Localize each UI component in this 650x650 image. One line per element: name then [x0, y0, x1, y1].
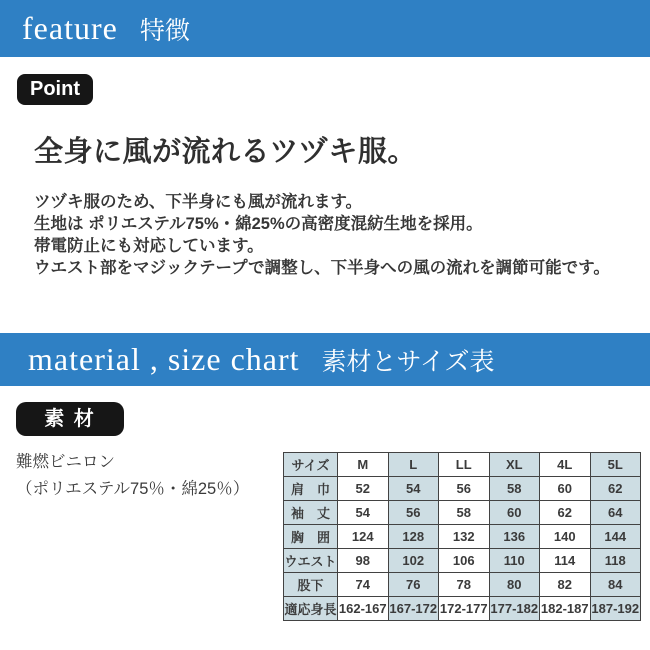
size-table-row: [284, 597, 641, 621]
size-column-header: サイズ: [284, 453, 338, 477]
size-value-cell: 84: [590, 573, 641, 597]
size-value-cell: 54: [338, 501, 389, 525]
size-value-cell: 64: [590, 501, 641, 525]
size-value-cell: 177-182: [489, 597, 540, 621]
size-value-cell: 128: [388, 525, 439, 549]
size-row-label: 胸 囲: [284, 525, 338, 549]
material-banner: [0, 333, 650, 386]
size-value-cell: 80: [489, 573, 540, 597]
material-banner-title-ja: 素材とサイズ表: [321, 347, 495, 376]
size-row-label: 袖 丈: [284, 501, 338, 525]
size-table-row: [284, 477, 641, 501]
size-value-cell: 144: [590, 525, 641, 549]
size-value-cell: 102: [388, 549, 439, 573]
size-value-cell: 114: [540, 549, 591, 573]
size-table-header-row: [284, 453, 641, 477]
size-table-row: [284, 573, 641, 597]
size-column-header: LL: [439, 453, 490, 477]
size-row-label: 股下: [284, 573, 338, 597]
point-body-line: 生地は ポリエステル75%・綿25%の高密度混紡生地を採用。: [34, 215, 483, 233]
material-description: [16, 449, 283, 621]
size-value-cell: 56: [388, 501, 439, 525]
size-value-cell: 124: [338, 525, 389, 549]
material-banner-title-en: material , size chart: [28, 341, 300, 377]
size-value-cell: 58: [439, 501, 490, 525]
size-value-cell: 60: [489, 501, 540, 525]
size-table-row: [284, 549, 641, 573]
size-value-cell: 60: [540, 477, 591, 501]
size-value-cell: 58: [489, 477, 540, 501]
size-value-cell: 136: [489, 525, 540, 549]
feature-banner: [0, 0, 650, 57]
material-and-size-row: [0, 449, 650, 621]
size-table-row: [284, 525, 641, 549]
size-value-cell: 110: [489, 549, 540, 573]
size-value-cell: 167-172: [388, 597, 439, 621]
size-row-label: 適応身長: [284, 597, 338, 621]
size-column-header: 5L: [590, 453, 641, 477]
size-column-header: XL: [489, 453, 540, 477]
point-body-line: ツヅキ服のため、下半身にも風が流れます。: [34, 193, 363, 211]
size-value-cell: 132: [439, 525, 490, 549]
size-row-label: 肩 巾: [284, 477, 338, 501]
feature-banner-title-ja: 特徴: [139, 16, 190, 45]
point-body-line: 帯電防止にも対応しています。: [34, 237, 264, 255]
point-body: [34, 191, 650, 279]
size-value-cell: 182-187: [540, 597, 591, 621]
size-value-cell: 172-177: [439, 597, 490, 621]
point-heading: 全身に風が流れるツヅキ服。: [34, 136, 417, 168]
size-value-cell: 76: [388, 573, 439, 597]
size-value-cell: 118: [590, 549, 641, 573]
size-value-cell: 62: [540, 501, 591, 525]
size-value-cell: 82: [540, 573, 591, 597]
material-description-line: （ポリエステル75％・綿25％）: [16, 480, 250, 498]
point-body-line: ウエスト部をマジックテープで調整し、下半身への風の流れを調節可能です。: [34, 259, 610, 277]
size-value-cell: 162-167: [338, 597, 389, 621]
size-value-cell: 98: [338, 549, 389, 573]
size-value-cell: 74: [338, 573, 389, 597]
size-value-cell: 106: [439, 549, 490, 573]
size-value-cell: 62: [590, 477, 641, 501]
size-value-cell: 56: [439, 477, 490, 501]
size-column-header: 4L: [540, 453, 591, 477]
size-value-cell: 187-192: [590, 597, 641, 621]
section-gap: [0, 279, 650, 333]
size-table-row: [284, 501, 641, 525]
size-value-cell: 78: [439, 573, 490, 597]
point-badge: Point: [17, 74, 93, 105]
material-badge: 素 材: [16, 402, 124, 436]
size-column-header: L: [388, 453, 439, 477]
material-description-line: 難燃ビニロン: [16, 453, 115, 471]
size-value-cell: 140: [540, 525, 591, 549]
size-row-label: ウエスト: [284, 549, 338, 573]
size-column-header: M: [338, 453, 389, 477]
size-chart-table: [283, 452, 641, 621]
feature-banner-title-en: feature: [22, 10, 118, 46]
size-value-cell: 52: [338, 477, 389, 501]
size-value-cell: 54: [388, 477, 439, 501]
